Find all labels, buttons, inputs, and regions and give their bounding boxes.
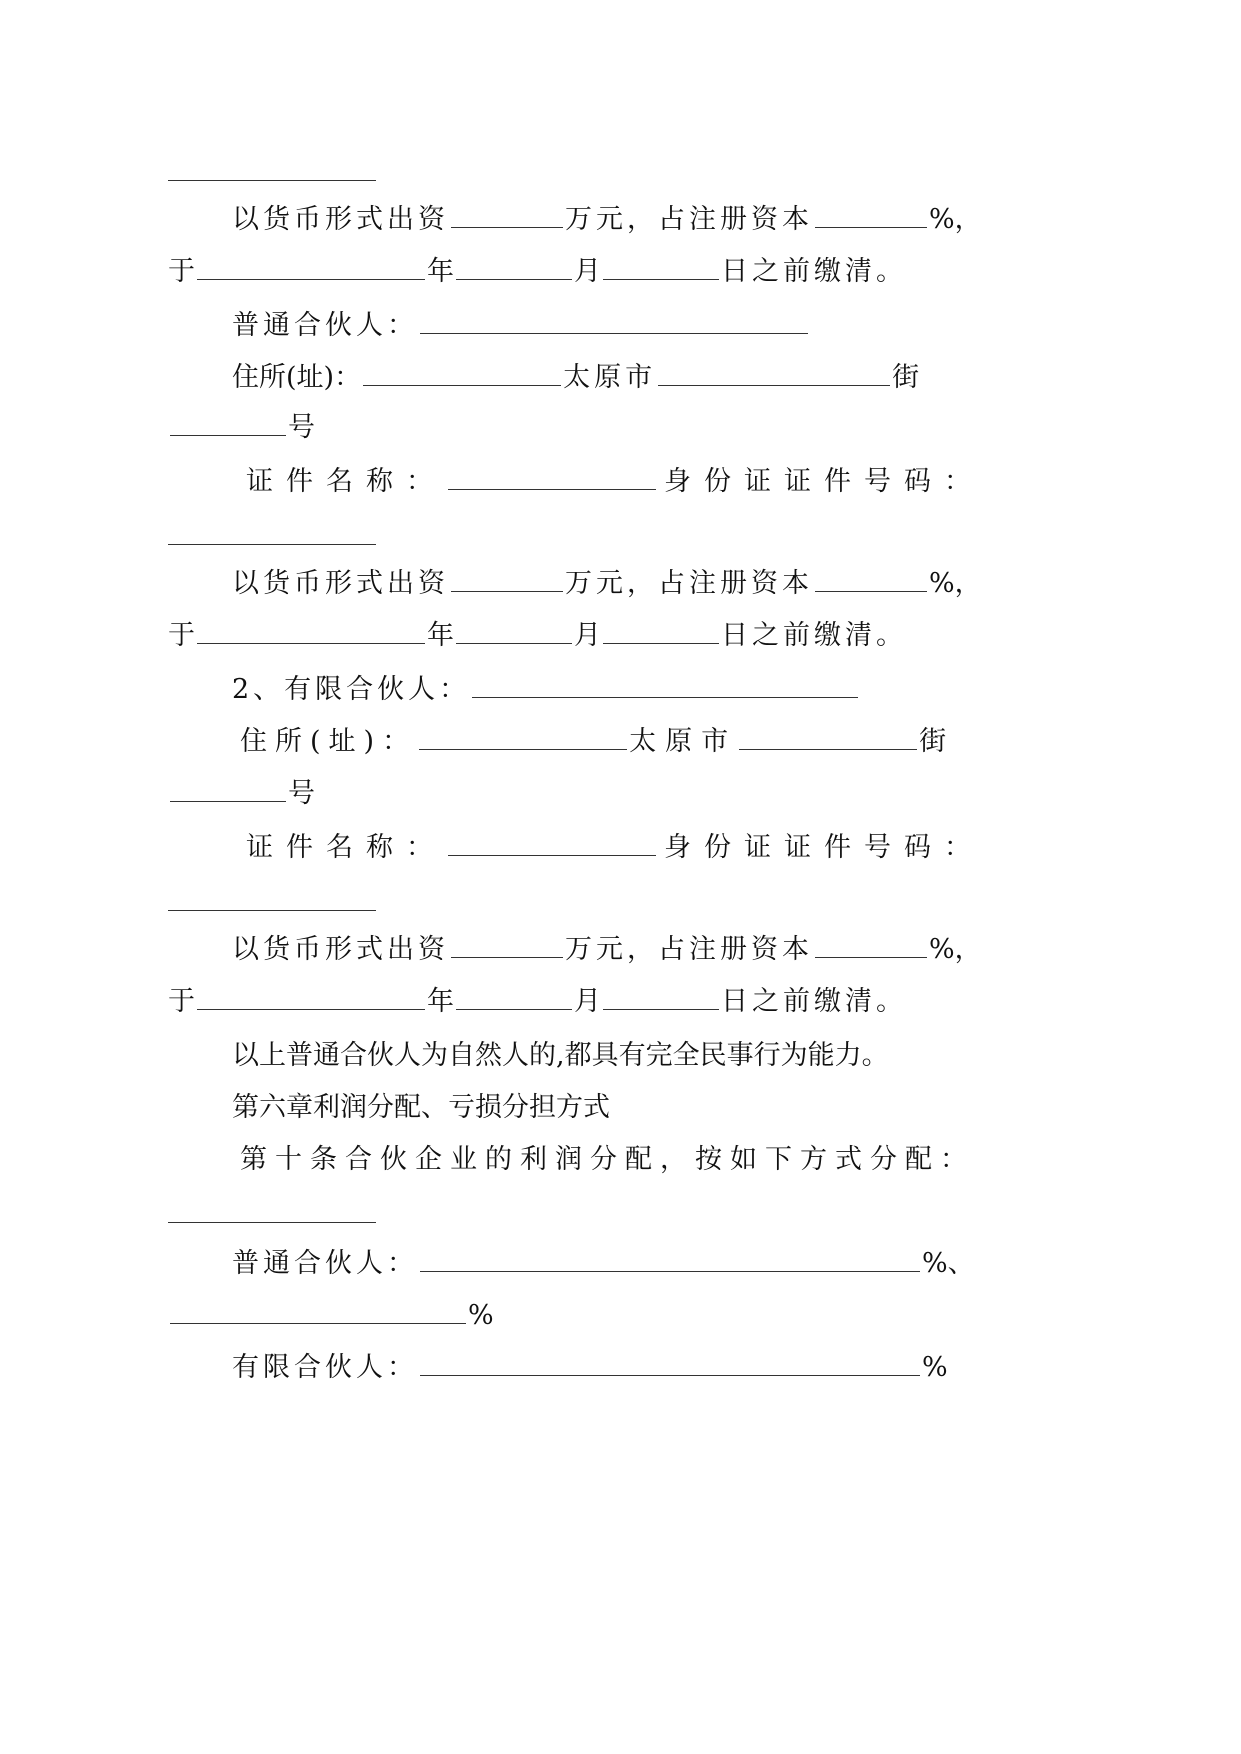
id-label: 证件名称： [246, 832, 446, 863]
capital-text-3: %， [929, 204, 982, 235]
city-text: 太原市 [563, 362, 657, 393]
profit-limited-line [232, 1348, 948, 1388]
profit-general-second-blank [170, 1297, 466, 1324]
profit-general-second-suffix: % [468, 1300, 494, 1331]
capital-text-2: 万元，占注册资本 [565, 204, 813, 235]
year-blank [197, 983, 425, 1010]
capital-text-3: %， [929, 568, 982, 599]
amount-blank [451, 565, 563, 592]
id-number-label: 身份证证件号码： [664, 466, 984, 497]
capital-text-3: %， [929, 934, 982, 965]
general-partner-line [232, 306, 810, 346]
deadline-text-1: 于 [168, 620, 195, 651]
id-type-blank [448, 829, 656, 856]
deadline-text-4: 日之前缴清。 [721, 986, 907, 1017]
profit-limited-blank [420, 1349, 920, 1376]
month-blank [456, 617, 572, 644]
city-text: 太原市 [629, 726, 738, 757]
capital-line [232, 564, 982, 604]
capital-text-2: 万元，占注册资本 [565, 934, 813, 965]
number-blank [170, 409, 286, 436]
address-blank-2 [739, 723, 917, 750]
id-line [246, 828, 984, 868]
profit-limited-suffix: % [922, 1352, 948, 1383]
address-line [232, 358, 919, 398]
statement-text: 以上普通合伙人为自然人的,都具有完全民事行为能力。 [232, 1040, 889, 1071]
street-text: 街 [919, 726, 947, 757]
deadline-text-3: 月 [574, 620, 601, 651]
street-text: 街 [892, 362, 920, 393]
article-ten [240, 1140, 975, 1180]
percent-blank [815, 931, 927, 958]
address-blank-1 [363, 359, 561, 386]
id-number-blank [168, 908, 376, 911]
capital-text-1: 以货币形式出资 [232, 568, 449, 599]
limited-partner-label: 2、有限合伙人： [232, 674, 471, 705]
day-blank [603, 617, 719, 644]
year-blank [197, 617, 425, 644]
deadline-text-3: 月 [574, 986, 601, 1017]
article-ten-text: 第十条合伙企业的利润分配，按如下方式分配： [240, 1144, 975, 1175]
profit-general-blank [420, 1245, 920, 1272]
id-line [246, 462, 984, 502]
id-number-blank [168, 542, 376, 545]
profit-limited-label: 有限合伙人： [232, 1352, 418, 1383]
amount-blank [451, 931, 563, 958]
deadline-text-1: 于 [168, 986, 195, 1017]
month-blank [456, 253, 572, 280]
distribution-blank [168, 1220, 376, 1223]
limited-partner-blank [472, 671, 858, 698]
deadline-text-1: 于 [168, 256, 195, 287]
number-blank [170, 775, 286, 802]
deadline-text-4: 日之前缴清。 [721, 256, 907, 287]
percent-blank [815, 201, 927, 228]
capital-line [232, 930, 982, 970]
address-blank-2 [658, 359, 890, 386]
number-line [168, 408, 315, 448]
deadline-line [168, 616, 907, 656]
blank-line [168, 178, 376, 181]
deadline-text-2: 年 [427, 620, 454, 651]
profit-general-second-line [168, 1296, 494, 1336]
day-blank [603, 983, 719, 1010]
capital-text-2: 万元，占注册资本 [565, 568, 813, 599]
address-line [240, 722, 946, 762]
month-blank [456, 983, 572, 1010]
deadline-text-2: 年 [427, 256, 454, 287]
limited-partner-line [232, 670, 860, 710]
id-number-label: 身份证证件号码： [664, 832, 984, 863]
address-blank-1 [419, 723, 627, 750]
percent-blank [815, 565, 927, 592]
amount-blank [451, 201, 563, 228]
capital-line [232, 200, 982, 240]
deadline-text-4: 日之前缴清。 [721, 620, 907, 651]
number-suffix: 号 [288, 778, 315, 809]
general-partner-blank [420, 307, 808, 334]
id-label: 证件名称： [246, 466, 446, 497]
capital-text-1: 以货币形式出资 [232, 934, 449, 965]
id-type-blank [448, 463, 656, 490]
number-line [168, 774, 315, 814]
chapter-title [232, 1088, 610, 1128]
year-blank [197, 253, 425, 280]
day-blank [603, 253, 719, 280]
capacity-statement [232, 1036, 889, 1076]
number-suffix: 号 [288, 412, 315, 443]
chapter-title-text: 第六章利润分配、亏损分担方式 [232, 1092, 610, 1123]
profit-general-suffix: %、 [922, 1248, 975, 1279]
address-label: 住所(址)： [232, 362, 362, 393]
deadline-line [168, 982, 907, 1022]
profit-general-line [232, 1244, 975, 1284]
profit-general-label: 普通合伙人： [232, 1248, 418, 1279]
deadline-text-2: 年 [427, 986, 454, 1017]
deadline-line [168, 252, 907, 292]
address-label: 住所(址)： [240, 726, 418, 757]
general-partner-label: 普通合伙人： [232, 310, 418, 341]
deadline-text-3: 月 [574, 256, 601, 287]
capital-text-1: 以货币形式出资 [232, 204, 449, 235]
